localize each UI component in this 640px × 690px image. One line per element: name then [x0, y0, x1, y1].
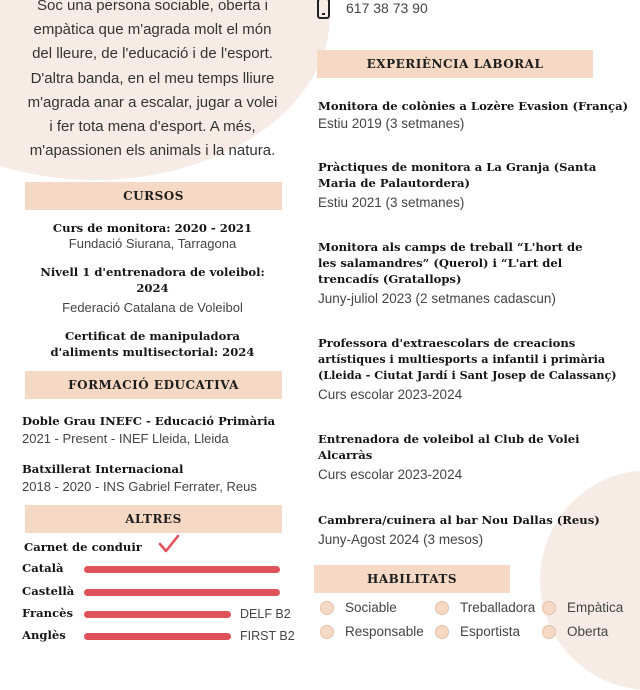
skill-bullet-icon [320, 625, 334, 639]
section-heading-altres: ALTRES [25, 505, 282, 533]
language-name: Francès [22, 606, 74, 620]
experience-item [318, 239, 640, 311]
section-heading-cursos: CURSOS [25, 182, 282, 210]
experience-title-line: Pràctiques de monitora a La Granja (Santa [318, 160, 597, 174]
experience-subtitle: Estiu 2019 (3 setmanes) [318, 116, 465, 131]
experience-title-line: Professora d'extraescolars de creacions [318, 336, 576, 350]
experience-title-line: (Lleida - Ciutat Jardí i Sant Josep de Calassanç) [318, 368, 617, 382]
section-heading-formacio: FORMACIÓ EDUCATIVA [25, 371, 282, 399]
about-line: i fer tota mena d'esport. A més, [49, 118, 256, 136]
experience-title-line: les salamandres” (Querol) i “L'art del [318, 256, 563, 270]
phone-number[interactable]: 617 38 73 90 [346, 0, 428, 16]
section-heading-habilitats: HABILITATS [314, 565, 510, 593]
experience-item [318, 159, 640, 215]
curs-subtitle: Federació Catalana de Voleibol [62, 300, 243, 315]
about-line: D'altra banda, en el meu temps lliure [30, 69, 275, 87]
language-name: Català [22, 561, 64, 575]
curs-subtitle: Fundació Siurana, Tarragona [68, 236, 237, 251]
cursos-item-3 [0, 328, 305, 360]
formacio-item [22, 413, 312, 449]
section-heading-experiencia: EXPERIÈNCIA LABORAL [317, 50, 593, 78]
experience-item [318, 98, 640, 134]
cursos-item-2 [0, 264, 305, 320]
experience-subtitle: Juny-juliol 2023 (2 setmanes cadascun) [318, 291, 556, 306]
curs-title-line: 2024 [136, 281, 169, 295]
formacio-title: Doble Grau INEFC - Educació Primària [22, 414, 276, 428]
language-level-bar [84, 633, 231, 640]
skill-bullet-icon [435, 625, 449, 639]
experience-item [318, 335, 640, 407]
experience-subtitle: Juny-Agost 2024 (3 mesos) [318, 532, 484, 547]
language-certificate: DELF B2 [240, 607, 291, 621]
experience-subtitle: Estiu 2021 (3 setmanes) [318, 195, 465, 210]
curs-title-line: Nivell 1 d'entrenadora de voleibol: [40, 265, 265, 279]
skill-bullet-icon [542, 601, 556, 615]
experience-title-line: Entrenadora de voleibol al Club de Volei [318, 432, 580, 446]
skill-label: Esportista [460, 624, 521, 639]
checkmark-icon [157, 533, 181, 555]
experience-title-line: Cambrera/cuinera al bar Nou Dallas (Reus) [318, 513, 600, 527]
formacio-subtitle: 2021 - Present - INEF Lleida, Lleida [22, 431, 229, 446]
curs-title-line: d'aliments multisectorial: 2024 [50, 345, 255, 359]
formacio-subtitle: 2018 - 2020 - INS Gabriel Ferrater, Reus [22, 479, 257, 494]
formacio-item [22, 461, 312, 497]
skill-bullet-icon [320, 601, 334, 615]
skill-label: Treballadora [460, 600, 536, 615]
experience-title-line: Monitora als camps de treball “L'hort de [318, 240, 583, 254]
skill-label: Responsable [345, 624, 424, 639]
experience-item [318, 431, 640, 487]
skill-label: Oberta [567, 624, 609, 639]
cursos-list [0, 220, 305, 252]
about-line: del lleure, de l'educació i de l'esport. [32, 45, 273, 63]
skill-label: Sociable [345, 600, 397, 615]
language-certificate: FIRST B2 [240, 629, 295, 643]
experience-title-line: Alcarràs [318, 448, 373, 462]
experience-title-line: Maria de Palautordera) [318, 176, 470, 190]
experience-subtitle: Curs escolar 2023-2024 [318, 467, 463, 482]
experience-item [318, 512, 640, 552]
about-line: m'agrada anar a escalar, jugar a volei [27, 93, 278, 111]
experience-title-line: trencadís (Gratallops) [318, 272, 462, 286]
about-line: empàtica que m'agrada molt el món [33, 21, 272, 39]
about-text [0, 0, 305, 163]
language-level-bar [84, 611, 231, 618]
experience-title-line: artístiques i multiesports a infantil i primària [318, 352, 606, 366]
decorative-blob-right [540, 470, 640, 690]
about-line: Soc una persona sociable, oberta i [37, 0, 268, 14]
language-name: Anglès [22, 628, 66, 642]
experience-title-line: Monitora de colònies a Lozère Evasion (França) [318, 99, 629, 113]
skill-label: Empàtica [567, 600, 624, 615]
license-label: Carnet de conduir [24, 540, 142, 554]
formacio-title: Batxillerat Internacional [22, 462, 184, 476]
curs-title-line: Certificat de manipuladora [65, 329, 240, 343]
skill-bullet-icon [542, 625, 556, 639]
phone-icon [317, 0, 330, 19]
language-level-bar [84, 566, 280, 573]
about-line: m'apassionen els animals i la natura. [29, 142, 276, 160]
experience-subtitle: Curs escolar 2023-2024 [318, 387, 463, 402]
curs-title: Curs de monitora: 2020 - 2021 [52, 221, 253, 235]
language-name: Castellà [22, 584, 75, 598]
skill-bullet-icon [435, 601, 449, 615]
language-level-bar [84, 589, 280, 596]
